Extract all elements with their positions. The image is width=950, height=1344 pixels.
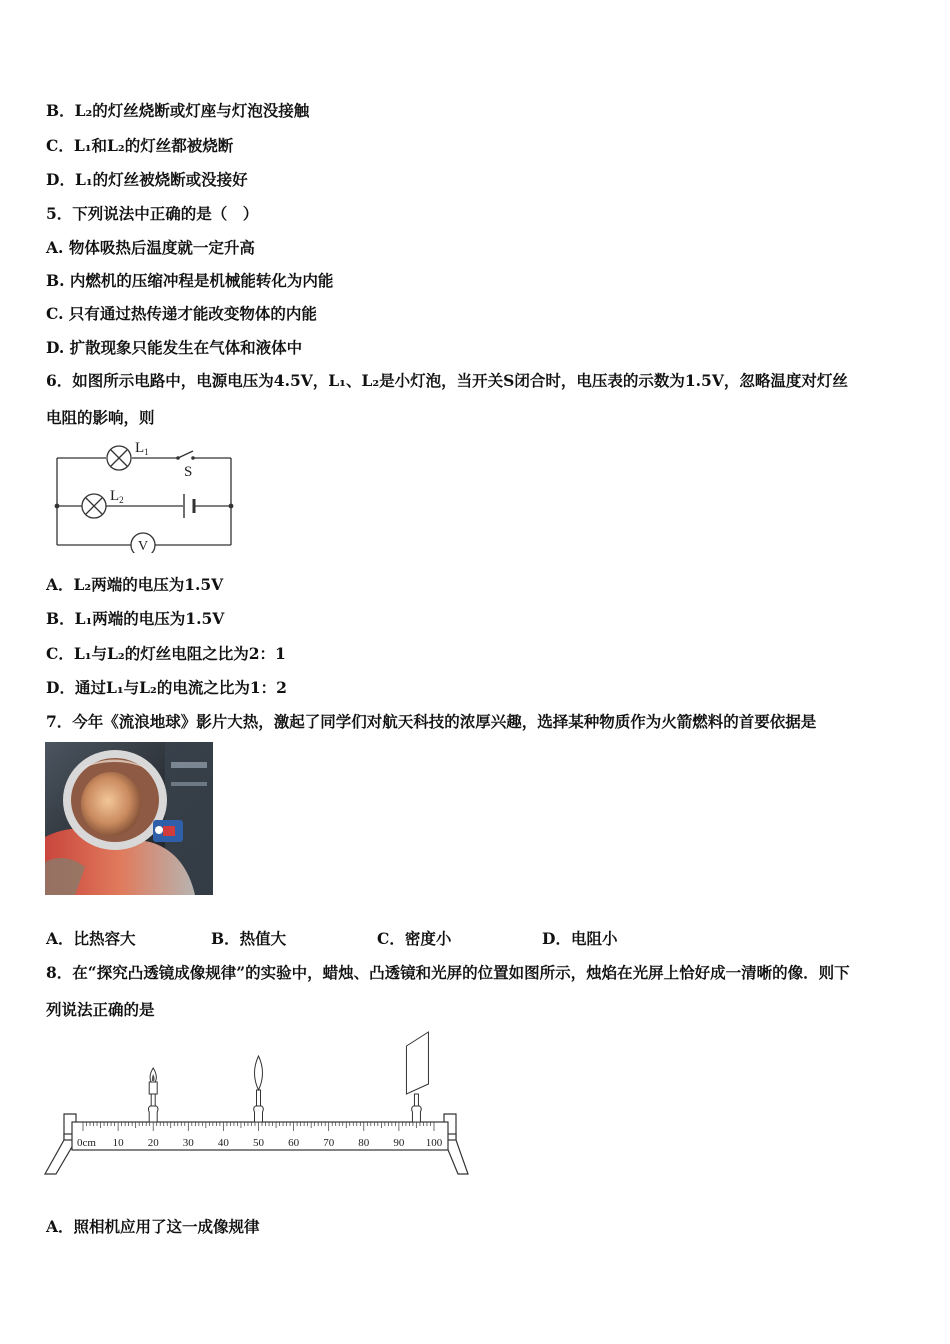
q4-option-b: B．L₂的灯丝烧断或灯座与灯泡没接触	[46, 101, 310, 120]
ruler-unit-label: 0cm	[77, 1137, 96, 1149]
l1-label: L	[135, 440, 145, 456]
q7-option-a: A．比热容大	[46, 929, 136, 948]
ruler-tick-label: 30	[182, 1137, 194, 1149]
voltmeter-label: V	[137, 539, 149, 553]
astronaut-photo	[45, 742, 213, 895]
optical-bench-diagram	[42, 1028, 474, 1180]
q5-option-b: B. 内燃机的压缩冲程是机械能转化为内能	[46, 271, 334, 290]
q7-option-b: B．热值大	[211, 929, 287, 948]
q6-option-b: B．L₁两端的电压为1.5V	[46, 609, 225, 628]
q7-stem: 7．今年《流浪地球》影片大热，激起了同学们对航天科技的浓厚兴趣，选择某种物质作为火箭燃料的首要依据是	[46, 712, 817, 731]
svg-text:L1	[135, 440, 149, 457]
switch-label: S	[184, 464, 193, 480]
q7-option-c: C．密度小	[377, 929, 452, 948]
q4-option-c: C．L₁和L₂的灯丝都被烧断	[46, 136, 234, 155]
q7-option-d: D．电阻小	[542, 929, 618, 948]
q5-option-a: A. 物体吸热后温度就一定升高	[46, 238, 255, 257]
q8-stem-line1: 8．在“探究凸透镜成像规律”的实验中，蜡烛、凸透镜和光屏的位置如图所示，烛焰在光屏上恰好成一清晰的像．则下	[46, 963, 850, 982]
light-screen-icon	[406, 1032, 428, 1122]
switch-contact-icon	[191, 456, 195, 460]
lamp-l2-icon	[82, 494, 106, 518]
ruler-tick-label: 100	[425, 1137, 443, 1149]
l2-label: L	[110, 488, 120, 504]
ruler-tick-label: 20	[147, 1137, 159, 1149]
ruler-tick-label: 10	[112, 1137, 124, 1149]
q6-stem-line2: 电阻的影响，则	[46, 408, 155, 427]
q8-option-a: A．照相机应用了这一成像规律	[46, 1217, 260, 1236]
ruler-tick-label: 70	[323, 1137, 335, 1149]
q6-option-c: C．L₁与L₂的灯丝电阻之比为2：1	[46, 644, 286, 663]
candle-icon	[148, 1068, 158, 1122]
circuit-diagram	[50, 438, 240, 553]
battery-icon	[184, 494, 194, 518]
l1-subscript: 1	[144, 447, 149, 457]
voltmeter-icon	[131, 533, 155, 553]
lamp-l1-icon	[107, 446, 131, 470]
q6-stem-line1: 6．如图所示电路中，电源电压为4.5V，L₁、L₂是小灯泡，当开关S闭合时，电压表的示数为1.5V，忽略温度对灯丝	[46, 371, 848, 390]
q6-option-d: D．通过L₁与L₂的电流之比为1：2	[46, 678, 287, 697]
junction-dot	[55, 504, 60, 509]
ruler-tick-label: 60	[288, 1137, 300, 1149]
q8-stem-line2: 列说法正确的是	[46, 1000, 155, 1019]
ruler-tick-label: 90	[393, 1137, 405, 1149]
ruler-tick-label: 50	[253, 1137, 264, 1149]
left-stand-icon	[45, 1114, 76, 1174]
q6-option-a: A．L₂两端的电压为1.5V	[46, 575, 224, 594]
ruler-tick-label: 40	[217, 1137, 229, 1149]
svg-text:L2	[110, 488, 124, 505]
l2-subscript: 2	[119, 495, 124, 505]
junction-dot	[229, 504, 234, 509]
ruler-tick-label: 80	[358, 1137, 370, 1149]
q5-option-c: C. 只有通过热传递才能改变物体的内能	[46, 304, 317, 323]
convex-lens-icon	[254, 1056, 264, 1122]
q5-stem: 5．下列说法中正确的是（ ）	[46, 204, 259, 223]
switch-contact-icon	[176, 456, 180, 460]
q4-option-d: D．L₁的灯丝被烧断或没接好	[46, 170, 248, 189]
q5-option-d: D. 扩散现象只能发生在气体和液体中	[46, 338, 303, 357]
